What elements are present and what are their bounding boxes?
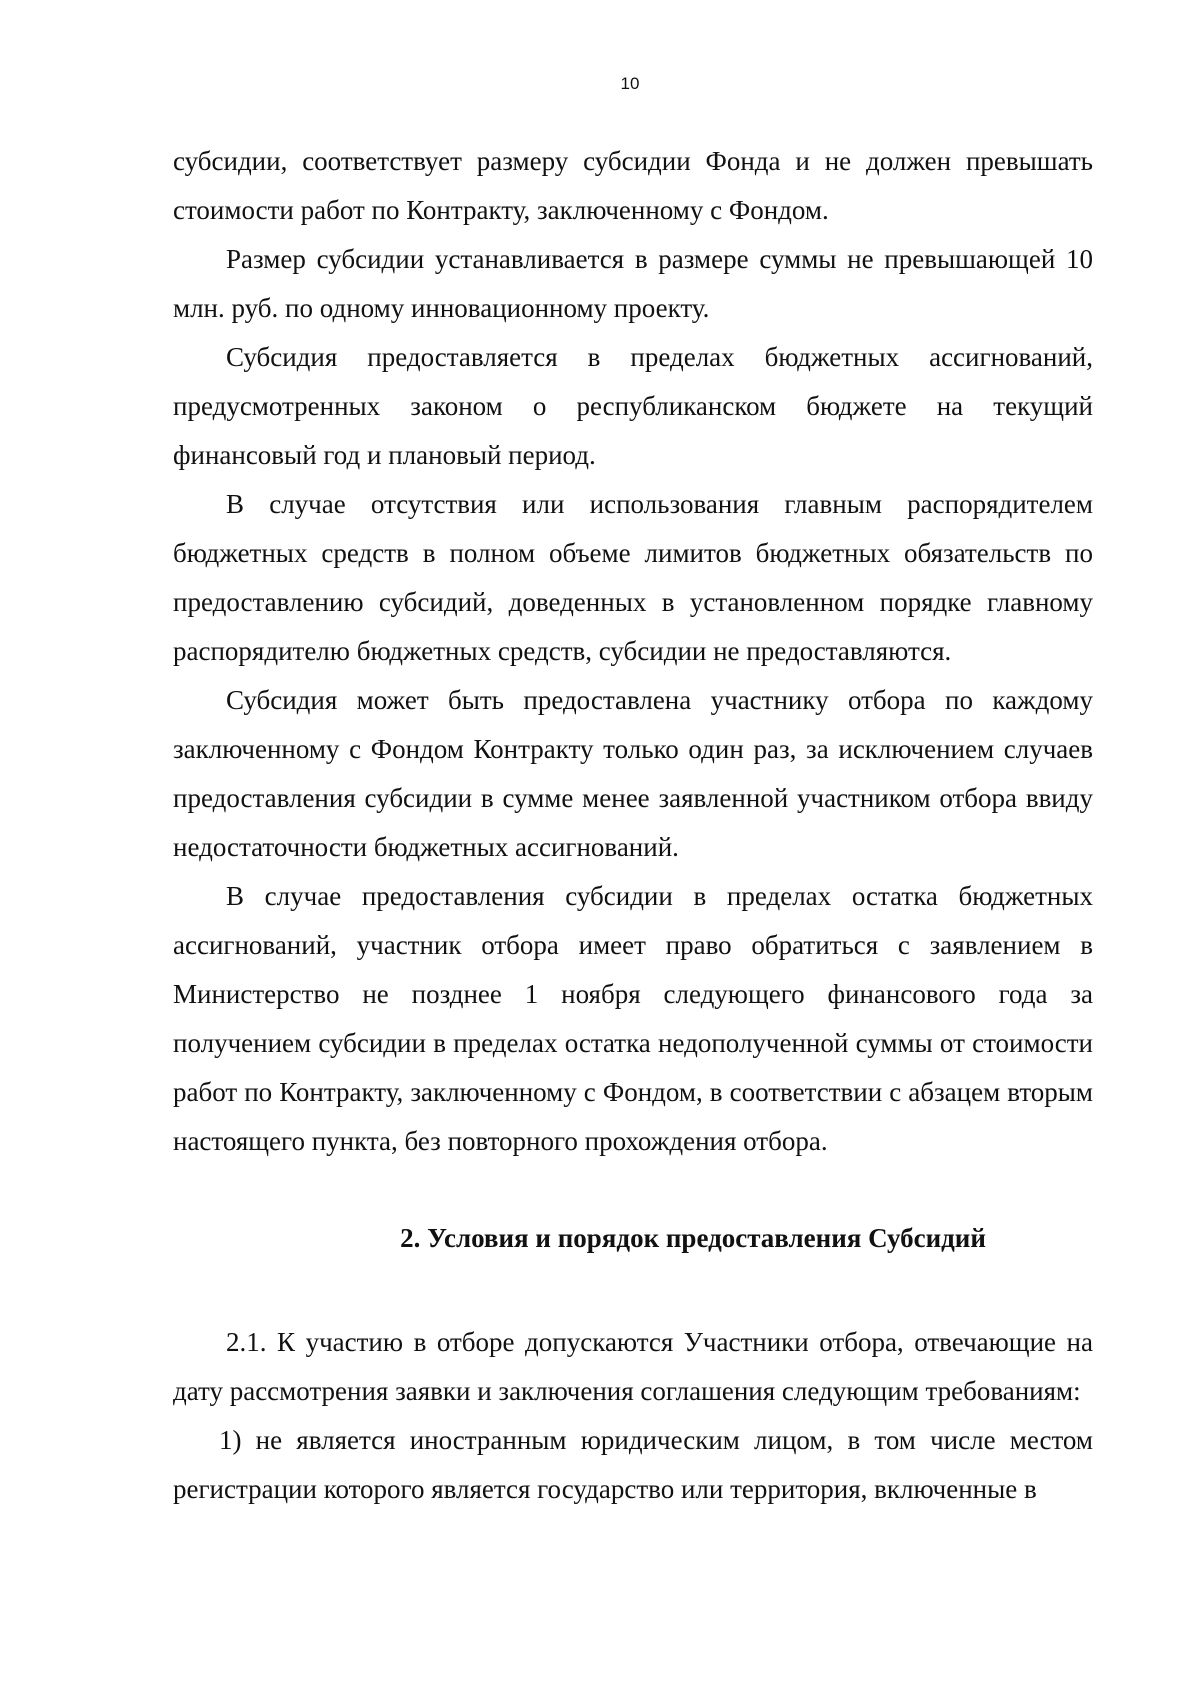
list-item-1: 1) не является иностранным юридическим лицом, в том числе местом регистрации которого является государство или территория, включенные в [173, 1425, 1093, 1504]
section-heading: 2. Условия и порядок предоставления Субсидий [400, 1223, 986, 1253]
document-body [173, 137, 1093, 1514]
paragraph-2-1: 2.1. К участию в отборе допускаются Участники отбора, отвечающие на дату рассмотрения заявки и заключения соглашения следующим требованиям: [173, 1327, 1093, 1406]
paragraph-no-limits: В случае отсутствия или использования главным распорядителем бюджетных средств в полном объеме лимитов бюджетных обязательств по предоставлению субсидий, доведенных в установленном порядке главному распорядителю бюджетных средств, субсидии не предоставляются. [173, 489, 1093, 666]
paragraph-remaining-balance: В случае предоставления субсидии в пределах остатка бюджетных ассигнований, участник отбора имеет право обратиться с заявлением в Министерство не позднее 1 ноября следующего финансового года за получением субсидии в пределах остатка недополученной суммы от стоимости работ по Контракту, заключенному с Фондом, в соответствии с абзацем вторым настоящего пункта, без повторного прохождения отбора. [173, 881, 1093, 1156]
paragraph-budget-allocations: Субсидия предоставляется в пределах бюджетных ассигнований, предусмотренных законом о республиканском бюджете на текущий финансовый год и плановый период. [173, 342, 1093, 470]
page-number: 10 [620, 74, 640, 93]
paragraph-once-per-contract: Субсидия может быть предоставлена участнику отбора по каждому заключенному с Фондом Контракту только один раз, за исключением случаев предоставления субсидии в сумме менее заявленной участником отбора ввиду недостаточности бюджетных ассигнований. [173, 685, 1093, 862]
paragraph-continuation: субсидии, соответствует размеру субсидии Фонда и не должен превышать стоимости работ по Контракту, заключенному с Фондом. [173, 146, 1093, 225]
paragraph-subsidy-size: Размер субсидии устанавливается в размере суммы не превышающей 10 млн. руб. по одному инновационному проекту. [173, 244, 1093, 323]
